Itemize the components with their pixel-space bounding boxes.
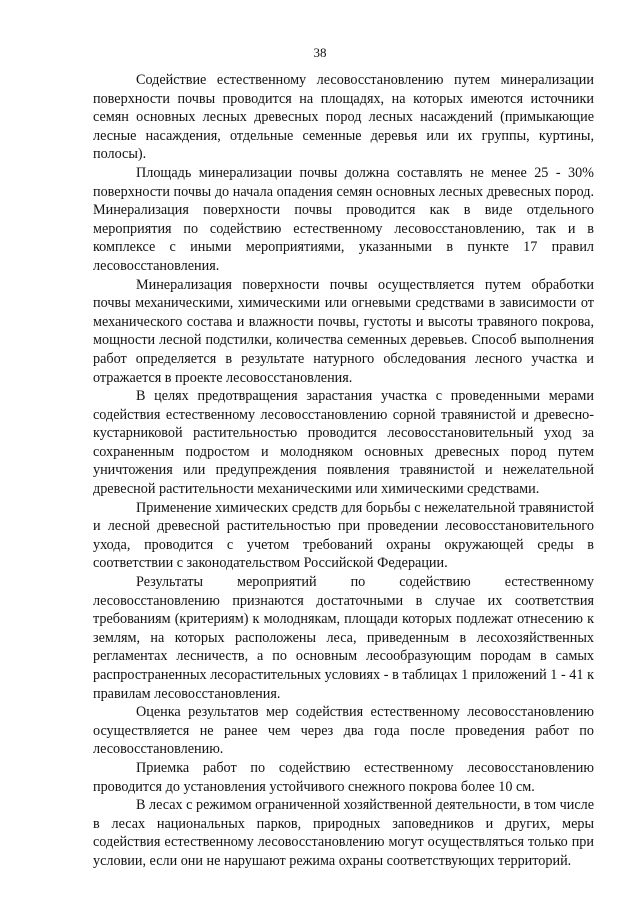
paragraph-restricted-forests: В лесах с режимом ограниченной хозяйственной деятельности, в том числе в лесах национальных парков, природных заповедников и других, меры содействия естественному лесовосстановлению могут осуществляться только при условии, если они не нарушают режима охраны соответствующих территорий. (93, 797, 594, 869)
paragraph-mineralization-intro: Содействие естественному лесовосстановлению путем минерализации поверхности почвы проводится на площадях, на которых имеются источники семян основных лесных древесных пород лесных насаждений (примыкающие лесные насаждения, отдельные семенные деревья или их группы, куртины, полосы). (93, 72, 594, 163)
paragraph-overgrowth-prevention: В целях предотвращения зарастания участка с проведенными мерами содействия естественному лесовосстановлению сорной травянистой и древесно-кустарниковой растительностью проводится лесовосстановительный уход за сохраненным подростом и молодняком основных древесных пород путем уничтожения или предупреждения появления травянистой и нежелательной древесной растительности механическими или химическими средствами. (93, 388, 594, 498)
document-body (93, 71, 594, 871)
page-number: 38 (313, 45, 327, 60)
paragraph-chemical-means: Применение химических средств для борьбы с нежелательной травянистой и лесной древесной растительностью при проведении лесовосстановительного ухода, проводится с учетом требований охраны окружающей среды в соответствии с законодательством Российской Федерации. (93, 499, 594, 572)
paragraph-mineralization-area: Площадь минерализации почвы должна составлять не менее 25 - 30% поверхности почвы до начала опадения семян основных лесных древесных пород. Минерализация поверхности почвы проводится как в виде отдельного мероприятия по содействию естественному лесовосстановлению, так и в комплексе с иными мероприятиями, указанными в пункте 17 правил лесовосстановления. (93, 164, 594, 274)
paragraph-mineralization-methods: Минерализация поверхности почвы осуществляется путем обработки почвы механическими, химическими или огневыми средствами в зависимости от механического состава и влажности почвы, густоты и высоты травяного покрова, мощности лесной подстилки, количества семенных деревьев. Способ выполнения работ определяется в результате натурного обследования лесного участка и отражается в проекте лесовосстановления. (93, 276, 594, 386)
paragraph-works-acceptance: Приемка работ по содействию естественному лесовосстановлению проводится до установления устойчивого снежного покрова более 10 см. (93, 759, 594, 795)
paragraph-results-criteria: Результаты мероприятий по содействию естественному лесовосстановлению признаются достаточными в случае их соответствия требованиям (критериям) к молоднякам, площади которых подлежат отнесению к землям, на которых расположены леса, приведенным в лесохозяйственных регламентах лесничеств, а по основным лесообразующим породам в самых распространенных лесорастительных условиях - в таблицах 1 приложений 1 - 41 к правилам лесовосстановления. (93, 574, 594, 702)
paragraph-results-assessment: Оценка результатов мер содействия естественному лесовосстановлению осуществляется не ранее чем через два года после проведения работ по лесовосстановлению. (93, 704, 594, 758)
